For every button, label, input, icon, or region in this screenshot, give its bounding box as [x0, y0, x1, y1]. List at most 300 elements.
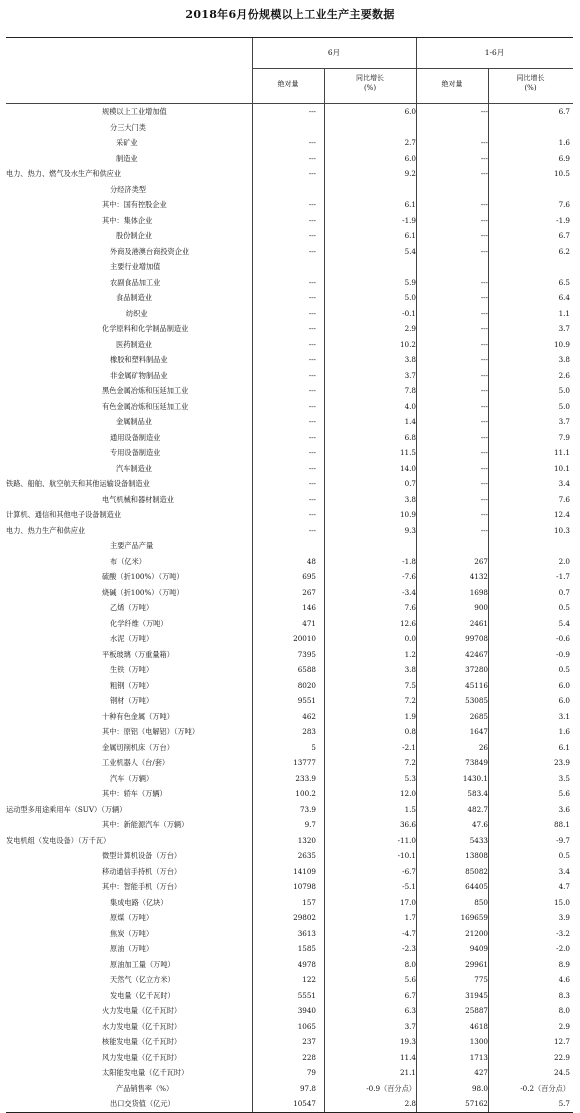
value-yoy-june: 6.1	[404, 231, 416, 240]
row-label: 金属切削机床（万台）	[102, 742, 174, 752]
value-yoy-ytd: 5.0	[558, 401, 570, 411]
value-abs-june: 146	[302, 603, 316, 612]
value-yoy-june: 3.8	[404, 494, 416, 504]
value-abs-ytd: 42467	[465, 649, 488, 659]
value-abs-ytd: 775	[474, 975, 488, 984]
value-abs-ytd: 99708	[465, 634, 488, 643]
value-abs-ytd: ---	[480, 339, 488, 349]
value-abs-june: 79	[306, 1068, 316, 1077]
value-abs-ytd: ---	[480, 448, 488, 457]
value-abs-ytd: 267	[474, 556, 488, 566]
table-row	[6, 569, 573, 585]
value-yoy-june: 2.9	[404, 324, 416, 333]
value-abs-ytd: 73849	[465, 758, 488, 767]
table-row	[6, 957, 573, 973]
value-abs-ytd: ---	[480, 510, 488, 519]
value-yoy-ytd: 6.4	[558, 293, 570, 302]
value-yoy-june: 5.3	[404, 773, 416, 783]
value-abs-ytd: 13808	[465, 851, 488, 860]
value-yoy-ytd: 24.5	[553, 1068, 570, 1077]
table-row	[6, 507, 573, 523]
page-title: 2018年6月份规模以上工业生产主要数据	[185, 8, 395, 21]
table-row	[6, 678, 573, 694]
value-yoy-june: 3.8	[404, 665, 416, 674]
value-yoy-ytd: 5.7	[558, 1099, 570, 1108]
value-abs-ytd: 31945	[465, 990, 488, 1000]
value-yoy-june: 5.6	[404, 975, 416, 984]
value-abs-ytd: 900	[474, 603, 488, 612]
table-row	[6, 104, 573, 120]
value-abs-june: 14109	[293, 866, 316, 876]
value-abs-june: 4978	[297, 959, 316, 969]
value-yoy-ytd: 11.1	[553, 448, 570, 457]
table-row	[6, 1034, 573, 1050]
value-yoy-ytd: 12.4	[553, 510, 570, 519]
value-yoy-ytd: 4.6	[558, 975, 570, 984]
value-yoy-ytd: 6.7	[558, 231, 570, 240]
row-label: 平板玻璃（万重量箱）	[102, 649, 174, 659]
value-abs-ytd: ---	[480, 479, 488, 488]
value-abs-ytd: ---	[480, 525, 488, 535]
value-abs-june: 122	[302, 975, 316, 984]
value-abs-june: ---	[308, 525, 316, 535]
row-label: 焦炭（万吨）	[110, 928, 154, 938]
table-row	[6, 740, 573, 756]
value-abs-june: 462	[302, 711, 316, 721]
value-yoy-ytd: 5.6	[558, 789, 570, 798]
value-abs-june: ---	[308, 308, 316, 318]
value-yoy-ytd: -0.2（百分点）	[520, 1083, 570, 1093]
value-yoy-ytd: 6.7	[558, 107, 570, 116]
table-row	[6, 461, 573, 477]
value-yoy-ytd: -1.9	[556, 215, 570, 225]
value-yoy-ytd: 3.8	[558, 355, 570, 364]
row-label: 通用设备制造业	[110, 432, 161, 442]
value-abs-june: ---	[308, 494, 316, 504]
value-yoy-ytd: 6.0	[558, 680, 570, 690]
value-yoy-june: 6.0	[404, 107, 416, 116]
row-label: 汽车制造业	[116, 463, 152, 473]
header-row-measures	[6, 69, 573, 104]
value-abs-june: ---	[308, 246, 316, 256]
value-abs-june: ---	[308, 463, 316, 473]
value-yoy-june: -4.7	[402, 928, 416, 938]
value-abs-ytd: ---	[480, 463, 488, 473]
value-abs-ytd: 98.0	[471, 1083, 488, 1093]
value-yoy-ytd: 3.1	[558, 711, 570, 721]
table-body	[6, 104, 573, 1112]
value-yoy-ytd: 0.5	[558, 851, 570, 860]
row-label: 硫酸（折100%）（万吨）	[102, 572, 184, 581]
value-abs-june: 13777	[293, 758, 316, 767]
value-yoy-ytd: 6.0	[558, 696, 570, 705]
row-label: 分经济类型	[110, 184, 146, 194]
row-label: 铁路、船舶、航空航天和其他运输设备制造业	[6, 479, 150, 488]
value-abs-june: 10547	[293, 1099, 316, 1108]
table-row	[6, 151, 573, 167]
value-yoy-ytd: 7.6	[558, 494, 570, 504]
value-abs-june: 233.9	[295, 773, 316, 783]
row-label: 乙烯（万吨）	[110, 603, 154, 612]
value-abs-june: ---	[308, 215, 316, 225]
value-abs-ytd: ---	[480, 293, 488, 302]
value-abs-june: 48	[306, 556, 316, 566]
row-label: 发电量（亿千瓦时）	[110, 990, 175, 1000]
row-label: 发电机组（发电设备）（万千瓦）	[6, 835, 111, 845]
value-yoy-june: 7.2	[404, 696, 416, 705]
table-row	[6, 306, 573, 322]
table-row	[6, 972, 573, 988]
value-abs-june: 3613	[297, 928, 316, 938]
value-abs-june: ---	[308, 417, 316, 426]
row-label: 纺织业	[126, 308, 148, 318]
value-abs-june: ---	[308, 448, 316, 457]
value-abs-ytd: 482.7	[467, 804, 488, 814]
row-label: 外商及港澳台商投资企业	[110, 246, 190, 256]
row-label: 采矿业	[116, 138, 138, 147]
table-row	[6, 724, 573, 740]
row-label: 十种有色金属（万吨）	[102, 711, 174, 721]
value-abs-june: 228	[302, 1052, 316, 1062]
table-row	[6, 786, 573, 802]
value-yoy-june: 5.0	[404, 293, 416, 302]
value-abs-june: ---	[308, 386, 316, 395]
value-yoy-june: 2.7	[404, 138, 416, 147]
value-abs-ytd: ---	[480, 386, 488, 395]
value-yoy-june: 1.9	[404, 711, 416, 721]
value-abs-june: 2635	[297, 851, 316, 860]
value-abs-june: ---	[308, 339, 316, 349]
row-label: 主要行业增加值	[110, 262, 161, 271]
value-yoy-june: 1.2	[404, 649, 416, 659]
value-yoy-june: 10.9	[399, 510, 416, 519]
row-label: 其中：新能源汽车（万辆）	[102, 820, 189, 829]
value-abs-june: 9.7	[304, 820, 316, 829]
value-abs-ytd: 169659	[460, 913, 488, 922]
row-label: 风力发电量（亿千瓦时）	[102, 1052, 182, 1062]
table-row	[6, 445, 573, 461]
table-row	[6, 600, 573, 616]
table-row	[6, 1003, 573, 1019]
value-yoy-ytd: -1.7	[556, 572, 570, 581]
table-row	[6, 135, 573, 151]
value-yoy-june: 19.3	[399, 1037, 416, 1046]
value-abs-june: 20010	[293, 634, 316, 643]
value-abs-ytd: 53085	[465, 696, 488, 705]
row-label: 出口交货值（亿元）	[110, 1099, 175, 1108]
value-abs-june: 471	[302, 618, 316, 628]
row-label: 电气机械和器材制造业	[102, 494, 174, 504]
value-yoy-ytd: 4.7	[558, 882, 570, 891]
row-label: 原煤（万吨）	[110, 913, 154, 922]
value-yoy-ytd: 7.9	[558, 432, 570, 442]
col-header-abs-june: 绝对量	[277, 80, 299, 88]
value-yoy-june: -0.9（百分点）	[366, 1083, 416, 1093]
table-row	[6, 476, 573, 492]
value-abs-june: 29802	[293, 913, 316, 922]
table-row	[6, 926, 573, 942]
value-yoy-june: -7.6	[402, 572, 416, 581]
value-abs-june: ---	[308, 479, 316, 488]
row-label: 电力、热力生产和供应业	[6, 525, 86, 535]
row-label: 工业机器人（台/套）	[102, 758, 170, 767]
row-label: 计算机、通信和其他电子设备制造业	[6, 510, 122, 519]
value-abs-june: ---	[308, 355, 316, 364]
row-label: 核能发电量（亿千瓦时）	[102, 1037, 182, 1046]
row-label: 粗钢（万吨）	[110, 680, 154, 690]
row-label: 水泥（万吨）	[110, 634, 154, 643]
value-abs-june: ---	[308, 169, 316, 178]
row-label: 专用设备制造业	[110, 448, 161, 457]
value-yoy-june: 0.0	[404, 634, 416, 643]
value-yoy-ytd: -3.2	[556, 928, 570, 938]
row-label: 电力、热力、燃气及水生产和供应业	[6, 169, 122, 178]
table-row	[6, 662, 573, 678]
value-yoy-june: 5.4	[404, 246, 416, 256]
value-yoy-june: 3.8	[404, 355, 416, 364]
row-label: 运动型多用途乘用车（SUV）（万辆）	[6, 804, 127, 814]
value-abs-june: 7395	[297, 649, 316, 659]
header-row-periods	[252, 38, 573, 69]
value-yoy-june: -2.3	[402, 944, 416, 953]
table-row	[6, 352, 573, 368]
value-abs-ytd: 45116	[465, 680, 488, 690]
value-yoy-ytd: 8.9	[558, 959, 570, 969]
table-row	[6, 647, 573, 663]
value-abs-june: 6588	[297, 665, 316, 674]
value-abs-june: ---	[308, 138, 316, 147]
value-abs-ytd: ---	[480, 153, 488, 163]
value-abs-june: 10798	[293, 882, 316, 891]
table-row	[6, 879, 573, 895]
value-yoy-june: 3.7	[404, 1021, 416, 1031]
table-row	[6, 833, 573, 849]
table-row	[6, 802, 573, 818]
row-label: 食品制造业	[116, 293, 152, 302]
value-yoy-june: 12.6	[399, 618, 416, 628]
value-yoy-ytd: 5.4	[558, 618, 570, 628]
value-abs-june: 100.2	[295, 789, 316, 798]
value-yoy-june: -11.0	[397, 835, 416, 845]
value-abs-ytd: 1430.1	[462, 773, 488, 783]
value-yoy-ytd: 6.5	[558, 277, 570, 287]
value-abs-ytd: 47.6	[471, 820, 488, 829]
value-yoy-ytd: 23.9	[553, 758, 570, 767]
value-yoy-june: 5.9	[404, 277, 416, 287]
row-label: 其中：集体企业	[102, 215, 153, 225]
value-abs-ytd: ---	[480, 107, 488, 116]
value-abs-ytd: ---	[480, 324, 488, 333]
value-abs-ytd: ---	[480, 138, 488, 147]
value-abs-ytd: ---	[480, 308, 488, 318]
value-yoy-ytd: 10.1	[553, 463, 570, 473]
value-yoy-ytd: 88.1	[553, 820, 570, 829]
row-label: 金属制品业	[116, 417, 152, 426]
value-abs-ytd: 583.4	[467, 789, 488, 798]
value-yoy-june: 14.0	[399, 463, 416, 473]
value-abs-june: ---	[308, 107, 316, 116]
row-label: 移动通信手持机（万台）	[102, 866, 182, 876]
value-yoy-june: 0.8	[404, 727, 416, 736]
value-yoy-ytd: 0.5	[558, 603, 570, 612]
value-abs-ytd: ---	[480, 246, 488, 256]
row-label: 其中：智能手机（万台）	[102, 882, 182, 891]
value-abs-ytd: 4618	[469, 1021, 488, 1031]
value-abs-june: 8020	[297, 680, 316, 690]
value-yoy-ytd: 8.0	[558, 1006, 570, 1015]
value-abs-june: ---	[308, 370, 316, 380]
value-abs-june: 283	[302, 727, 316, 736]
data-table	[6, 37, 573, 1113]
row-label: 规模以上工业增加值	[102, 107, 167, 116]
value-yoy-june: 1.7	[404, 913, 416, 922]
value-yoy-ytd: 3.7	[558, 417, 570, 426]
value-yoy-june: 7.5	[404, 680, 416, 690]
value-yoy-ytd: 5.0	[558, 386, 570, 395]
value-yoy-ytd: -0.6	[556, 634, 570, 643]
value-yoy-ytd: 7.6	[558, 200, 570, 209]
value-abs-ytd: 4132	[469, 572, 488, 581]
row-label: 微型计算机设备（万台）	[102, 851, 182, 860]
col-group-jan-jun: 1-6月	[484, 48, 505, 57]
row-label: 集成电路（亿块）	[110, 897, 168, 907]
value-yoy-june: -3.4	[402, 587, 416, 597]
table-row	[6, 538, 573, 554]
row-label: 农副食品加工业	[110, 277, 161, 287]
value-abs-ytd: 25887	[465, 1006, 488, 1015]
value-abs-june: ---	[308, 153, 316, 163]
value-abs-ytd: ---	[480, 370, 488, 380]
table-row	[6, 492, 573, 508]
value-abs-ytd: ---	[480, 401, 488, 411]
value-abs-ytd: 1713	[469, 1052, 488, 1062]
table-row	[6, 399, 573, 415]
row-label: 有色金属冶炼和压延加工业	[102, 401, 189, 411]
row-label: 太阳能发电量（亿千瓦时）	[102, 1068, 189, 1077]
value-abs-june: ---	[308, 510, 316, 519]
row-label: 主要产品产量	[110, 541, 154, 550]
table-row	[6, 228, 573, 244]
table-row	[6, 383, 573, 399]
table-row	[6, 120, 573, 136]
row-label: 分三大门类	[110, 122, 146, 132]
value-abs-ytd: 2685	[469, 711, 488, 721]
row-label: 天然气（亿立方米）	[110, 975, 175, 984]
value-yoy-june: -0.1	[402, 308, 416, 318]
value-abs-ytd: 85082	[465, 866, 488, 876]
table-row	[6, 414, 573, 430]
value-yoy-june: -5.1	[402, 882, 416, 891]
table-row	[6, 988, 573, 1004]
row-label: 其中：原铝（电解铝）（万吨）	[102, 727, 200, 736]
value-yoy-ytd: 22.9	[553, 1052, 570, 1062]
value-yoy-ytd: 0.5	[558, 665, 570, 674]
table-row	[6, 771, 573, 787]
value-yoy-june: 8.0	[404, 959, 416, 969]
value-yoy-june: 11.4	[399, 1052, 416, 1062]
value-abs-ytd: 1647	[469, 727, 488, 736]
value-yoy-ytd: 3.6	[558, 804, 570, 814]
value-yoy-ytd: -2.0	[556, 944, 570, 953]
value-abs-june: 73.9	[299, 804, 316, 814]
value-yoy-ytd: 10.9	[553, 339, 570, 349]
value-abs-june: ---	[308, 277, 316, 287]
table-row	[6, 337, 573, 353]
table-row	[6, 554, 573, 570]
col-header-abs-ytd: 绝对量	[441, 80, 463, 88]
value-abs-ytd: 1300	[469, 1037, 488, 1046]
value-yoy-ytd: 2.6	[558, 370, 570, 380]
value-yoy-ytd: -0.9	[556, 649, 570, 659]
value-yoy-ytd: 3.4	[558, 866, 570, 876]
row-label: 产品销售率（%）	[116, 1083, 174, 1093]
value-yoy-ytd: 0.7	[558, 587, 570, 597]
table-row	[6, 1096, 573, 1112]
value-yoy-june: 6.1	[404, 200, 416, 209]
value-yoy-ytd: 3.5	[558, 773, 570, 783]
table-row	[6, 213, 573, 229]
value-yoy-june: 2.8	[404, 1099, 416, 1108]
table-row	[6, 275, 573, 291]
value-yoy-june: 6.7	[404, 990, 416, 1000]
table-row	[6, 290, 573, 306]
value-yoy-ytd: 6.1	[558, 742, 570, 752]
value-yoy-june: -1.8	[402, 556, 416, 566]
value-abs-june: ---	[308, 293, 316, 302]
value-yoy-june: 7.2	[404, 758, 416, 767]
value-yoy-ytd: 6.2	[558, 246, 570, 256]
value-yoy-ytd: 10.3	[553, 525, 570, 535]
row-label: 水力发电量（亿千瓦时）	[102, 1021, 182, 1031]
value-abs-ytd: ---	[480, 417, 488, 426]
value-abs-june: ---	[308, 401, 316, 411]
value-yoy-june: 4.0	[404, 401, 416, 411]
value-abs-june: ---	[308, 231, 316, 240]
table-row	[6, 848, 573, 864]
row-label: 原油加工量（万吨）	[110, 959, 175, 969]
row-label: 其中：国有控股企业	[102, 200, 167, 209]
value-yoy-ytd: -9.7	[556, 835, 570, 845]
table-row	[6, 895, 573, 911]
value-abs-ytd: ---	[480, 277, 488, 287]
table-row	[6, 1019, 573, 1035]
row-label: 化学原料和化学制品制造业	[102, 324, 189, 333]
value-yoy-june: 21.1	[399, 1068, 416, 1077]
table-row	[6, 616, 573, 632]
table-row	[6, 182, 573, 198]
value-yoy-ytd: 12.7	[553, 1037, 570, 1046]
value-yoy-ytd: 3.7	[558, 324, 570, 333]
value-yoy-june: -10.1	[397, 851, 416, 860]
value-abs-june: ---	[308, 200, 316, 209]
value-yoy-ytd: 2.0	[558, 556, 570, 566]
table-row	[6, 321, 573, 337]
value-abs-june: 9551	[297, 696, 316, 705]
value-yoy-ytd: 2.9	[558, 1021, 570, 1031]
row-label: 医药制造业	[116, 339, 152, 349]
value-abs-june: 5	[311, 742, 316, 752]
table-row	[6, 941, 573, 957]
value-abs-june: 3940	[297, 1006, 316, 1015]
table-row	[6, 368, 573, 384]
value-abs-june: 157	[302, 897, 316, 907]
table-row	[6, 523, 573, 539]
value-yoy-june: 1.5	[404, 804, 416, 814]
row-label: 橡胶和塑料制品业	[110, 355, 168, 364]
value-abs-ytd: 21200	[465, 928, 488, 938]
value-yoy-ytd: 8.3	[558, 990, 570, 1000]
row-label: 股份制企业	[116, 231, 152, 240]
